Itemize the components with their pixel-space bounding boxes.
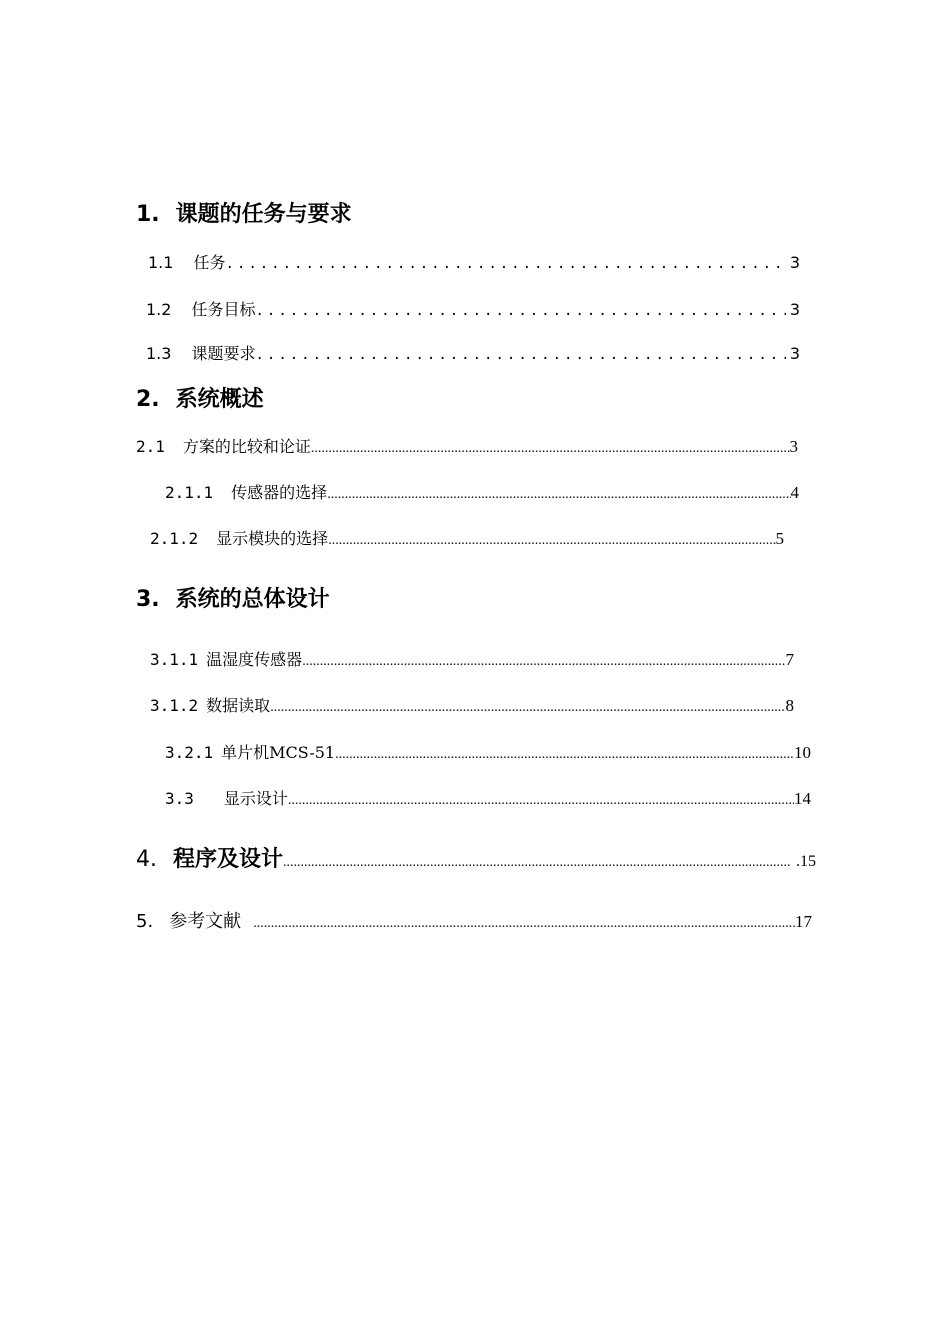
entry-title: 数据读取 <box>206 696 271 715</box>
entry-page-number: 10 <box>794 743 811 762</box>
entry-number: 1.2 <box>146 300 172 319</box>
toc-entry-1-2[interactable] <box>146 297 800 320</box>
entry-title: 任务 <box>193 253 226 272</box>
entry-title: 显示设计 <box>223 789 288 808</box>
dot-leader <box>327 487 790 503</box>
section-number: 1. <box>136 202 160 227</box>
entry-number: 3.2.1 <box>165 743 214 762</box>
entry-number: 3.1.2 <box>150 696 199 715</box>
entry-number: 1.1 <box>148 253 174 272</box>
entry-page-number: 14 <box>794 789 811 808</box>
entry-number: 1.3 <box>146 344 172 363</box>
dot-leader <box>328 533 775 549</box>
toc-entry-2-1-2[interactable] <box>150 526 784 549</box>
toc-entry-1-1[interactable] <box>148 250 800 273</box>
section-number: 4. <box>136 847 157 872</box>
dot-leader <box>311 441 790 457</box>
toc-entry-3-3[interactable] <box>165 786 811 809</box>
entry-title: 课题要求 <box>191 344 256 363</box>
toc-entry-3-1-1[interactable] <box>150 647 794 670</box>
entry-page-number: 3 <box>789 437 798 456</box>
entry-title: 传感器的选择 <box>231 483 328 502</box>
section-title: 参考文献 <box>169 911 242 932</box>
entry-number: 3.3 <box>165 789 194 808</box>
toc-section-2[interactable] <box>136 382 556 413</box>
section-page-number: 17 <box>795 912 812 931</box>
toc-section-3[interactable] <box>136 582 556 613</box>
dot-leader <box>335 747 794 763</box>
entry-number: 2.1 <box>136 437 165 456</box>
entry-title: 单片机MCS-51 <box>221 743 336 762</box>
dot-leader <box>253 916 795 932</box>
dot-leader <box>302 654 785 670</box>
entry-page-number: 3 <box>789 300 800 319</box>
entry-page-number: 3 <box>789 253 800 272</box>
dot-leader <box>288 793 794 809</box>
entry-page-number: 5 <box>775 529 784 548</box>
entry-title: 温湿度传感器 <box>206 650 303 669</box>
toc-entry-3-1-2[interactable] <box>150 693 794 716</box>
entry-page-number: 8 <box>785 696 794 715</box>
entry-title: 显示模块的选择 <box>216 529 329 548</box>
dot-leader <box>255 303 785 319</box>
toc-entry-3-2-1[interactable] <box>165 740 811 763</box>
dot-leader <box>283 855 790 871</box>
section-title: 系统概述 <box>175 387 264 412</box>
entry-page-number: 7 <box>785 650 794 669</box>
entry-number: 2.1.2 <box>150 529 199 548</box>
section-number: 2. <box>136 387 160 412</box>
entry-page-number: 4 <box>790 483 799 502</box>
toc-entry-2-1-1[interactable] <box>165 480 799 503</box>
dot-leader <box>225 256 785 272</box>
section-number: 5. <box>136 911 154 932</box>
entry-title: 方案的比较和论证 <box>182 437 311 456</box>
toc-entry-1-3[interactable] <box>146 341 800 364</box>
entry-page-number: 3 <box>789 344 800 363</box>
section-title: 系统的总体设计 <box>175 587 330 612</box>
dot-leader <box>255 347 785 363</box>
section-number: 3. <box>136 587 160 612</box>
section-title: 课题的任务与要求 <box>175 202 352 227</box>
entry-number: 3.1.1 <box>150 650 199 669</box>
toc-entry-2-1[interactable] <box>136 434 798 457</box>
toc-section-4[interactable] <box>136 842 816 873</box>
toc-section-1[interactable] <box>136 197 556 228</box>
section-title: 程序及设计 <box>173 847 284 872</box>
section-page-number: .15 <box>796 853 816 870</box>
entry-number: 2.1.1 <box>165 483 214 502</box>
dot-leader <box>270 700 785 716</box>
toc-section-5[interactable] <box>136 907 812 933</box>
entry-title: 任务目标 <box>191 300 256 319</box>
